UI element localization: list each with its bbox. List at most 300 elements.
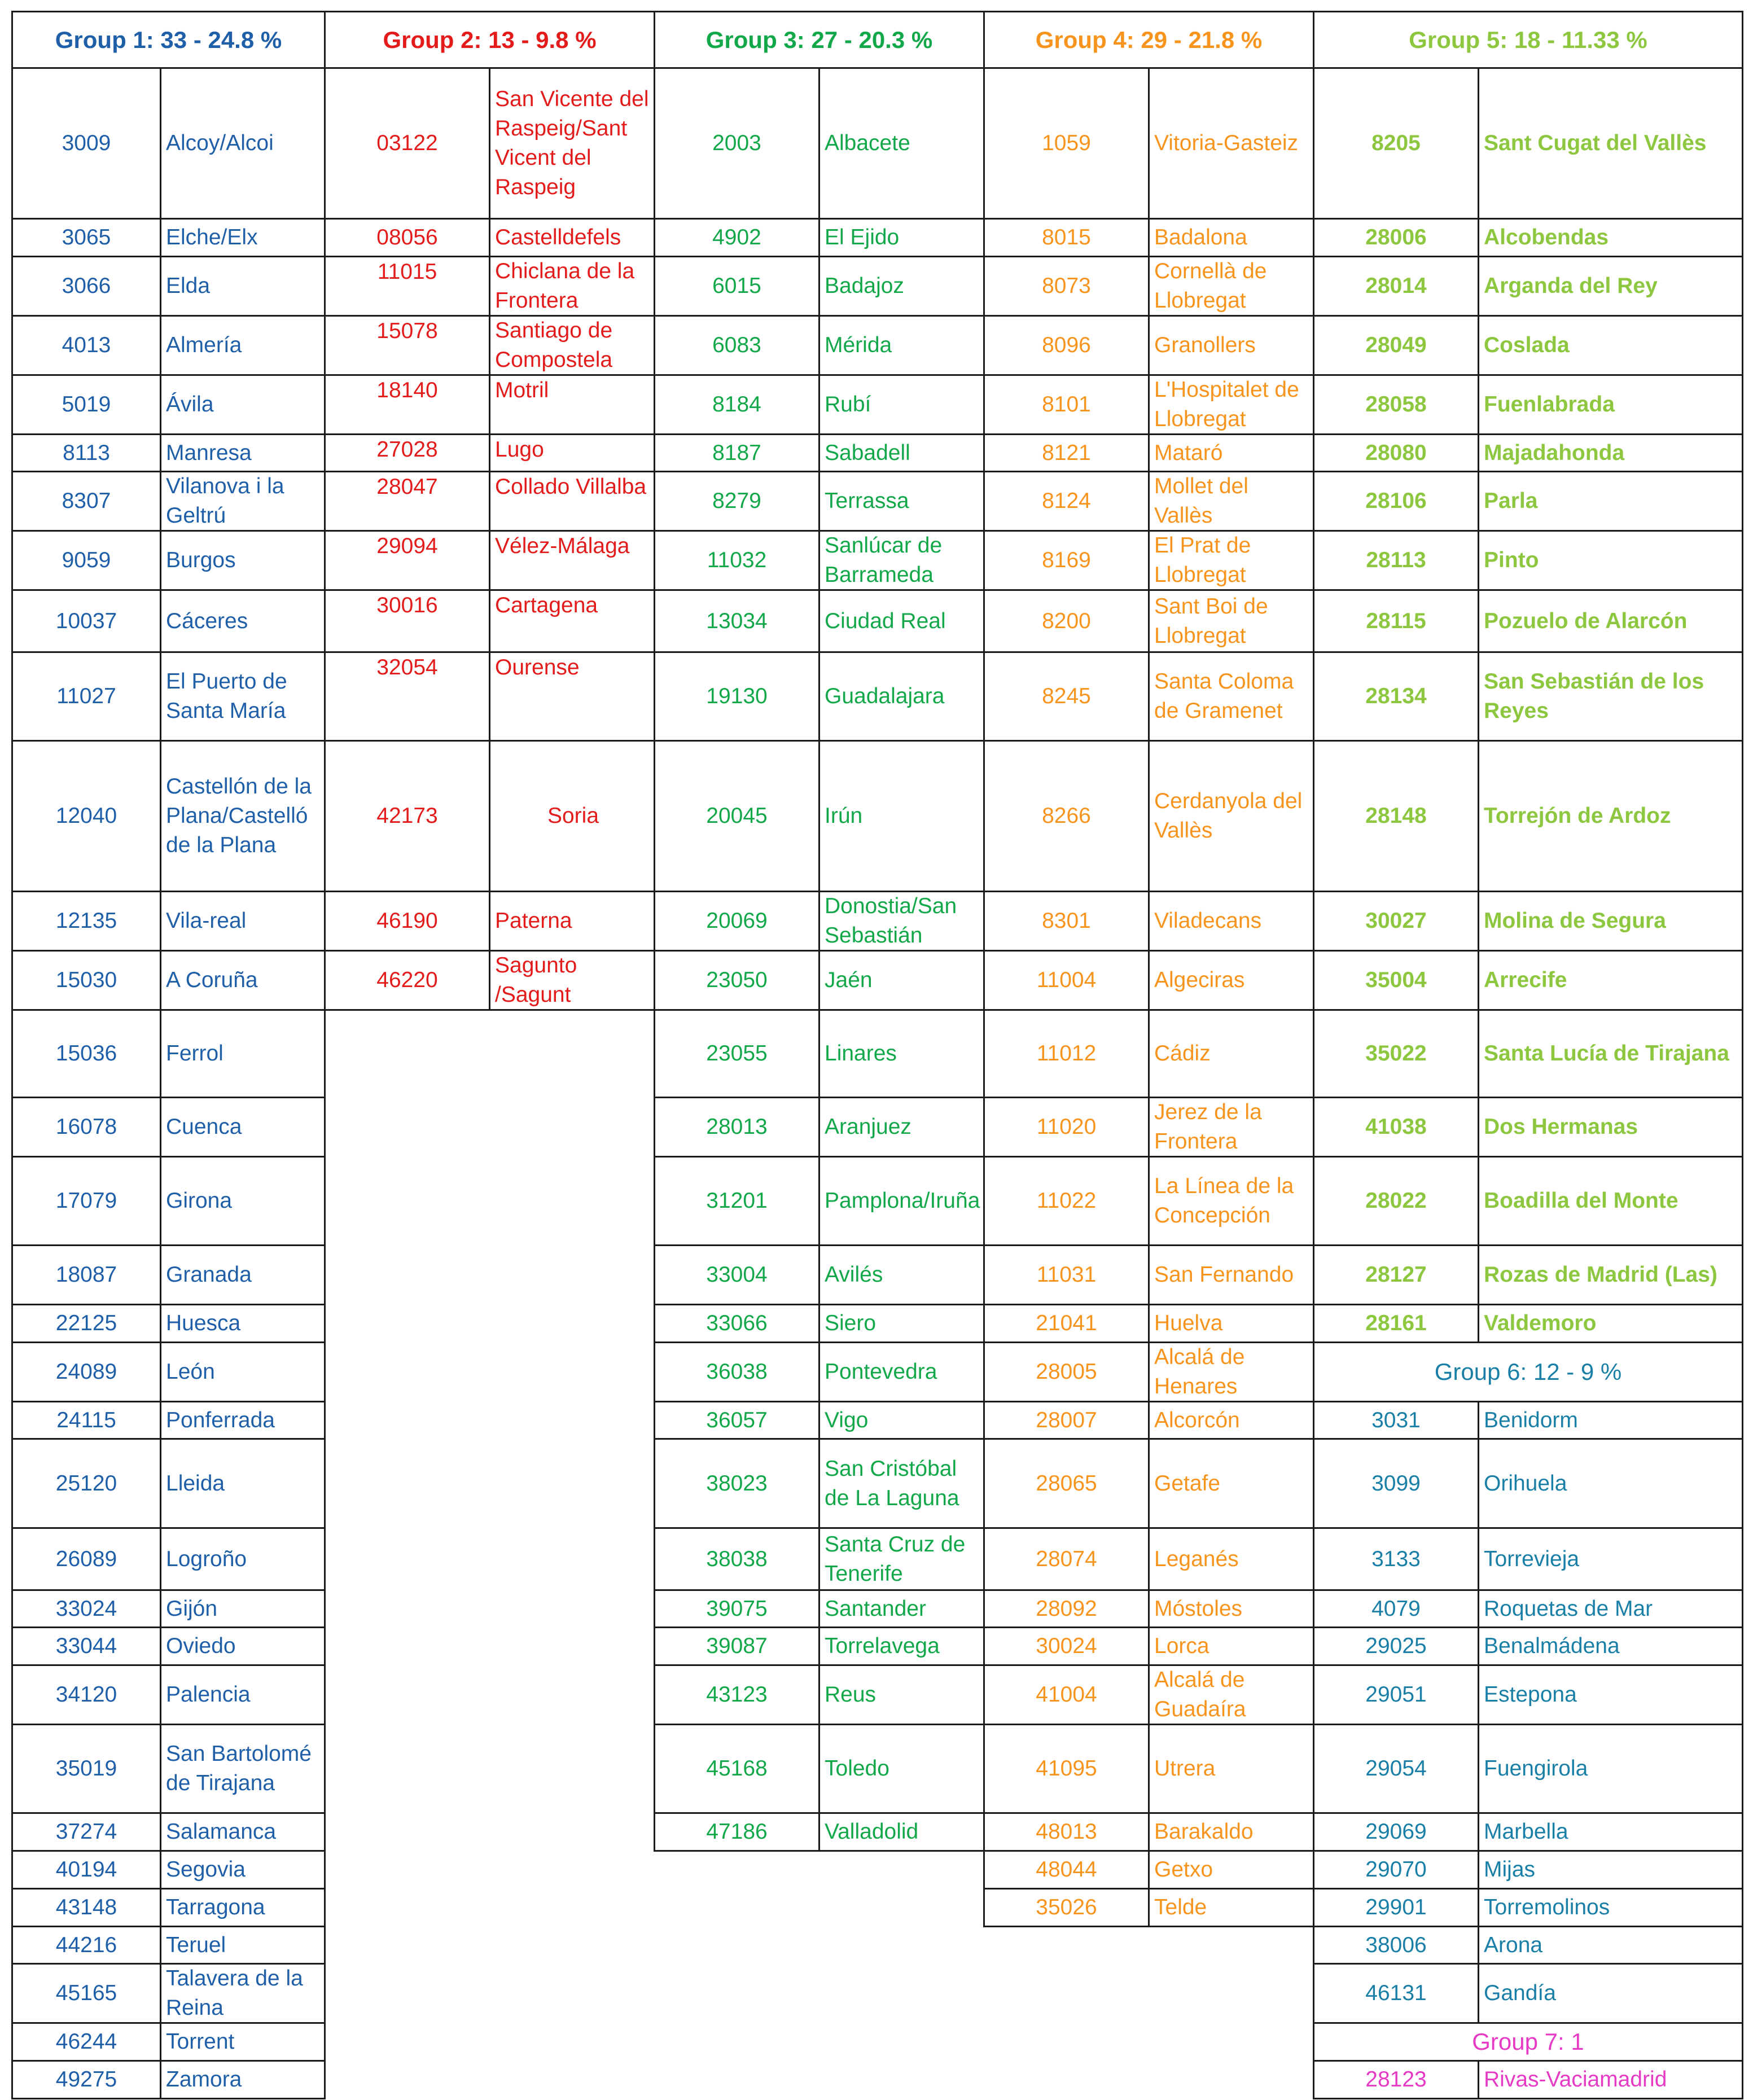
postal-code-cell-text: 8184 (712, 392, 761, 417)
postal-code-cell (1313, 1664, 1479, 1725)
city-name-cell-text: Ponferrada (166, 1408, 275, 1432)
postal-code-cell (983, 218, 1150, 257)
city-name-cell-text: Viladecans (1154, 909, 1262, 933)
city-name-cell (160, 1341, 326, 1402)
city-name-cell-text: Oviedo (166, 1634, 236, 1658)
city-name-cell-text: Santa Coloma de Gramenet (1154, 669, 1294, 723)
postal-code-cell (11, 530, 161, 591)
postal-code-cell-text: 16078 (55, 1115, 117, 1139)
group-1-header-text: Group 1: 33 - 24.8 % (55, 26, 282, 53)
city-name-cell-text: Alcobendas (1484, 225, 1609, 249)
city-name-cell (1478, 1009, 1743, 1098)
city-name-cell-text: Chiclana de la Frontera (495, 259, 635, 313)
postal-code-cell-text: 28134 (1365, 684, 1427, 708)
city-name-cell (160, 1304, 326, 1343)
postal-code-cell (983, 433, 1150, 472)
city-name-cell (160, 471, 326, 532)
city-name-cell-text: Alcalá de Guadaíra (1154, 1668, 1246, 1721)
postal-code-cell (654, 1589, 820, 1628)
postal-code-cell (654, 1401, 820, 1440)
postal-code-cell-text: 28014 (1365, 274, 1427, 298)
postal-code-cell-text: 8307 (62, 489, 111, 513)
postal-code-cell-text: 29025 (1365, 1634, 1427, 1658)
postal-code-cell (654, 950, 820, 1011)
city-name-cell (160, 651, 326, 742)
city-name-cell-text: Santander (825, 1596, 926, 1621)
postal-code-cell-text: 28007 (1036, 1408, 1097, 1432)
postal-code-cell-text: 11020 (1036, 1115, 1097, 1139)
postal-code-cell-text: 17079 (55, 1189, 117, 1213)
city-name-cell (1148, 589, 1314, 653)
city-name-cell-text: Dos Hermanas (1484, 1115, 1638, 1139)
postal-code-cell-text: 35026 (1036, 1895, 1097, 1919)
postal-code-cell-text: 22125 (55, 1311, 117, 1335)
postal-code-cell-text: 28092 (1036, 1596, 1097, 1621)
city-name-cell-text: Mérida (825, 333, 892, 357)
postal-code-cell (11, 1244, 161, 1305)
city-name-cell-text: Ourense (495, 655, 580, 679)
city-name-cell-text: Sant Cugat del Vallès (1484, 131, 1707, 155)
postal-code-cell-text: 8187 (712, 440, 761, 465)
city-name-cell (1478, 1438, 1743, 1529)
postal-code-cell (654, 740, 820, 892)
postal-code-cell-text: 29901 (1365, 1895, 1427, 1919)
group-6-header-text: Group 6: 12 - 9 % (1434, 1358, 1622, 1385)
postal-code-cell (11, 1156, 161, 1246)
city-name-cell-text: Vigo (825, 1408, 869, 1432)
postal-code-cell (1313, 374, 1479, 435)
city-name-cell (818, 315, 985, 376)
city-name-cell-text: Sagunto /Sagunt (495, 953, 577, 1007)
postal-code-cell (1313, 1812, 1479, 1852)
city-name-cell-text: Zamora (166, 2067, 242, 2092)
postal-code-cell-text: 28022 (1365, 1189, 1427, 1213)
city-name-cell (1148, 1341, 1314, 1402)
postal-code-cell-text: 4013 (62, 333, 111, 357)
postal-code-cell (983, 651, 1150, 742)
city-name-cell (160, 589, 326, 653)
city-name-cell-text: Pinto (1484, 548, 1539, 572)
postal-code-cell-text: 36057 (706, 1408, 768, 1432)
city-name-cell (818, 1527, 985, 1591)
city-name-cell (160, 1589, 326, 1628)
city-name-cell-text: Fuenlabrada (1484, 392, 1615, 417)
postal-code-cell-text: 30027 (1365, 909, 1427, 933)
city-name-cell (1478, 218, 1743, 257)
city-name-cell (1148, 1664, 1314, 1725)
city-name-cell (818, 1341, 985, 1402)
postal-code-cell-text: 11022 (1036, 1189, 1097, 1213)
city-name-cell (160, 433, 326, 472)
city-name-cell-text: Rubí (825, 392, 871, 417)
city-name-cell (160, 374, 326, 435)
city-name-cell (160, 1888, 326, 1927)
group-7-header-text: Group 7: 1 (1472, 2028, 1584, 2055)
postal-code-cell (324, 530, 490, 591)
city-name-cell (160, 218, 326, 257)
city-name-cell (160, 1850, 326, 1889)
city-name-cell-text: Huesca (166, 1311, 241, 1335)
city-name-cell-text: Jaén (825, 968, 873, 992)
city-name-cell (160, 1963, 326, 2024)
postal-code-cell (983, 950, 1150, 1011)
postal-code-cell (983, 1097, 1150, 1158)
postal-code-cell (654, 1341, 820, 1402)
city-name-cell (1478, 1527, 1743, 1591)
postal-code-cell (11, 740, 161, 892)
city-name-cell (1478, 589, 1743, 653)
city-name-cell (160, 256, 326, 317)
postal-code-cell-text: 48013 (1036, 1820, 1097, 1844)
postal-code-cell (11, 433, 161, 472)
postal-code-cell (11, 256, 161, 317)
group-5-header-text: Group 5: 18 - 11.33 % (1409, 26, 1647, 53)
postal-code-cell-text: 1059 (1042, 131, 1091, 155)
postal-code-cell (11, 1304, 161, 1343)
city-name-cell-text: Mijas (1484, 1857, 1536, 1882)
city-name-cell-text: Jerez de la Frontera (1154, 1100, 1262, 1154)
city-name-cell-text: Granollers (1154, 333, 1256, 357)
postal-code-cell-text: 6015 (712, 274, 761, 298)
postal-code-cell-text: 28013 (706, 1115, 768, 1139)
postal-code-cell-text: 46190 (376, 909, 438, 933)
city-name-cell (818, 589, 985, 653)
city-name-cell-text: Gandía (1484, 1981, 1556, 2005)
postal-code-cell-text: 4079 (1371, 1596, 1421, 1621)
group-5-header (1313, 11, 1743, 69)
postal-code-cell-text: 25120 (55, 1471, 117, 1496)
postal-code-cell (654, 1156, 820, 1246)
city-name-cell-text: Arganda del Rey (1484, 274, 1658, 298)
postal-code-cell (1313, 1401, 1479, 1440)
postal-code-cell-text: 8301 (1042, 909, 1091, 933)
city-name-cell-text: Benidorm (1484, 1408, 1578, 1432)
postal-code-cell-text: 8169 (1042, 548, 1091, 572)
postal-code-cell (1313, 1926, 1479, 1965)
postal-code-cell-text: 28123 (1365, 2067, 1427, 2092)
postal-code-cell (1313, 1304, 1479, 1343)
postal-code-cell (11, 1926, 161, 1965)
postal-code-cell-text: 34120 (55, 1682, 117, 1707)
postal-code-cell (1313, 1850, 1479, 1889)
postal-code-cell (983, 1401, 1150, 1440)
postal-code-cell-text: 31201 (706, 1189, 768, 1213)
postal-code-cell-text: 28127 (1365, 1262, 1427, 1287)
postal-code-cell-text: 8101 (1042, 392, 1091, 417)
city-name-cell-text: Orihuela (1484, 1471, 1567, 1496)
postal-code-cell (1313, 530, 1479, 591)
city-name-cell (1478, 1850, 1743, 1889)
postal-code-cell (983, 1527, 1150, 1591)
city-name-cell-text: El Ejido (825, 225, 900, 249)
city-name-cell (1478, 651, 1743, 742)
postal-code-cell (1313, 1156, 1479, 1246)
postal-code-cell (654, 433, 820, 472)
postal-code-cell (324, 891, 490, 952)
city-name-cell-text: Albacete (825, 131, 910, 155)
postal-code-cell-text: 48044 (1036, 1857, 1097, 1882)
postal-code-cell-text: 38023 (706, 1471, 768, 1496)
city-name-cell (1478, 1244, 1743, 1305)
postal-code-cell-text: 28074 (1036, 1546, 1097, 1571)
city-name-cell (1478, 740, 1743, 892)
postal-code-cell-text: 43148 (55, 1895, 117, 1919)
city-name-cell (160, 1724, 326, 1814)
postal-code-cell-text: 3009 (62, 131, 111, 155)
group-3-header-text: Group 3: 27 - 20.3 % (705, 26, 933, 53)
city-name-cell-text: Santa Lucía de Tirajana (1484, 1041, 1729, 1066)
city-name-cell (1478, 315, 1743, 376)
postal-code-cell-text: 15030 (55, 968, 117, 992)
postal-code-cell-text: 29070 (1365, 1857, 1427, 1882)
city-name-cell-text: Arrecife (1484, 968, 1567, 992)
postal-code-cell (1313, 891, 1479, 952)
city-name-cell-text: Guadalajara (825, 684, 945, 708)
city-name-cell (818, 1724, 985, 1814)
postal-code-cell (1313, 589, 1479, 653)
postal-code-cell-text: 30016 (376, 593, 438, 617)
postal-code-cell (654, 471, 820, 532)
city-name-cell (818, 433, 985, 472)
city-name-cell-text: Manresa (166, 440, 252, 465)
postal-code-cell-text: 08056 (376, 225, 438, 249)
city-name-cell (489, 891, 655, 952)
city-name-cell-text: Ferrol (166, 1041, 223, 1066)
postal-code-cell-text: 12135 (55, 909, 117, 933)
postal-code-cell-text: 8073 (1042, 274, 1091, 298)
postal-code-cell (983, 891, 1150, 952)
postal-code-cell (1313, 1244, 1479, 1305)
city-name-cell (160, 1664, 326, 1725)
city-name-cell-text: Getxo (1154, 1857, 1213, 1882)
city-name-cell (1148, 1401, 1314, 1440)
postal-code-cell (1313, 1589, 1479, 1628)
city-name-cell-text: Linares (825, 1041, 897, 1066)
postal-code-cell-text: 47186 (706, 1820, 768, 1844)
city-name-cell (489, 589, 655, 653)
city-name-cell (1148, 218, 1314, 257)
city-name-cell-text: Collado Villalba (495, 475, 647, 499)
city-name-cell-text: Santa Cruz de Tenerife (825, 1532, 966, 1586)
postal-code-cell (1313, 218, 1479, 257)
postal-code-cell (11, 1438, 161, 1529)
postal-code-cell-text: 11027 (56, 684, 116, 708)
city-name-cell (818, 530, 985, 591)
city-name-cell (160, 530, 326, 591)
postal-code-cell (983, 1626, 1150, 1666)
postal-code-cell (1313, 256, 1479, 317)
city-name-cell-text: Torrelavega (825, 1634, 940, 1658)
postal-code-cell (654, 1244, 820, 1305)
city-name-cell-text: Cuenca (166, 1115, 242, 1139)
city-name-cell-text: Irún (825, 804, 863, 828)
city-name-cell-text: Huelva (1154, 1311, 1223, 1335)
postal-code-cell-text: 3065 (62, 225, 111, 249)
postal-code-cell-text: 18140 (376, 378, 438, 402)
city-name-cell (1478, 433, 1743, 472)
postal-code-cell-text: 38006 (1365, 1932, 1427, 1957)
postal-code-cell-text: 46131 (1365, 1981, 1427, 2005)
city-name-cell-text: Vilanova i la Geltrú (166, 474, 284, 528)
city-name-cell (1478, 1401, 1743, 1440)
postal-code-cell (983, 315, 1150, 376)
city-name-cell-text: Lleida (166, 1471, 225, 1496)
postal-code-cell (11, 218, 161, 257)
city-name-cell (818, 1156, 985, 1246)
city-name-cell (1478, 1963, 1743, 2024)
postal-code-cell (324, 315, 490, 376)
city-name-cell-text: Talavera de la Reina (166, 1966, 303, 2020)
city-name-cell (818, 67, 985, 220)
postal-code-cell (983, 530, 1150, 591)
postal-code-cell-text: 11031 (1036, 1262, 1097, 1287)
city-name-cell (160, 1156, 326, 1246)
city-name-cell-text: Algeciras (1154, 968, 1245, 992)
city-name-cell-text: Toledo (825, 1756, 889, 1781)
postal-code-cell (11, 1401, 161, 1440)
city-name-cell-text: Almería (166, 333, 242, 357)
city-name-cell-text: Utrera (1154, 1756, 1216, 1781)
postal-code-cell (11, 1664, 161, 1725)
postal-code-cell (654, 1527, 820, 1591)
city-name-cell-text: El Puerto de Santa María (166, 669, 287, 723)
postal-code-cell-text: 44216 (55, 1932, 117, 1957)
postal-code-cell (983, 589, 1150, 653)
city-name-cell-text: San Sebastián de los Reyes (1484, 669, 1704, 723)
city-name-cell-text: Pontevedra (825, 1360, 937, 1384)
city-name-cell-text: Sanlúcar de Barrameda (825, 533, 943, 587)
postal-code-cell (983, 1888, 1150, 1927)
postal-code-cell-text: 29069 (1365, 1820, 1427, 1844)
postal-code-cell-text: 28148 (1365, 804, 1427, 828)
city-name-cell (160, 1527, 326, 1591)
city-name-cell-text: Castelldefels (495, 225, 621, 249)
postal-code-cell-text: 33044 (55, 1634, 117, 1658)
postal-code-cell-text: 8121 (1042, 440, 1091, 465)
group-6-header (1313, 1341, 1743, 1402)
postal-code-cell-text: 5019 (62, 392, 111, 417)
city-name-cell-text: Arona (1484, 1932, 1543, 1957)
postal-code-cell (1313, 740, 1479, 892)
postal-code-cell (983, 1664, 1150, 1725)
postal-code-cell-text: 8015 (1042, 225, 1091, 249)
postal-code-cell-text: 32054 (376, 655, 438, 679)
postal-code-cell (324, 256, 490, 317)
group-2-header-text: Group 2: 13 - 9.8 % (383, 26, 597, 53)
city-name-cell (1148, 1626, 1314, 1666)
postal-code-cell-text: 41095 (1036, 1756, 1097, 1781)
postal-code-cell (983, 1724, 1150, 1814)
city-name-cell (818, 1097, 985, 1158)
city-name-cell-text: Castellón de la Plana/Castelló de la Plana (166, 774, 312, 857)
postal-code-cell-text: 28058 (1365, 392, 1427, 417)
city-name-cell-text: Soria (547, 804, 599, 828)
postal-code-cell-text: 8205 (1371, 131, 1421, 155)
postal-code-cell (983, 1438, 1150, 1529)
postal-code-cell-text: 19130 (706, 684, 768, 708)
postal-code-cell (1313, 1963, 1479, 2024)
postal-code-cell (1313, 471, 1479, 532)
postal-code-cell (11, 651, 161, 742)
city-name-cell-text: San Fernando (1154, 1262, 1294, 1287)
city-name-cell (1478, 530, 1743, 591)
postal-code-cell (983, 1304, 1150, 1343)
city-name-cell-text: Barakaldo (1154, 1820, 1254, 1844)
city-name-cell-text: El Prat de Llobregat (1154, 533, 1251, 587)
city-name-cell (818, 471, 985, 532)
city-name-cell (818, 374, 985, 435)
city-name-cell-text: Alcorcón (1154, 1408, 1240, 1432)
group-4-header-text: Group 4: 29 - 21.8 % (1035, 26, 1263, 53)
group-3-header (654, 11, 985, 69)
postal-code-cell (324, 433, 490, 472)
postal-code-cell-text: 38038 (706, 1546, 768, 1571)
postal-code-cell-text: 8124 (1042, 489, 1091, 513)
postal-code-cell (983, 67, 1150, 220)
postal-code-cell-text: 28161 (1365, 1311, 1427, 1335)
city-name-cell (489, 950, 655, 1011)
city-name-cell-text: Motril (495, 378, 549, 402)
postal-code-cell-text: 28106 (1365, 489, 1427, 513)
city-name-cell-text: Ciudad Real (825, 608, 946, 633)
city-name-cell (1478, 1724, 1743, 1814)
group-2-header (324, 11, 655, 69)
city-name-cell (160, 67, 326, 220)
postal-code-cell (654, 374, 820, 435)
postal-code-cell-text: 24115 (56, 1408, 116, 1432)
city-name-cell (1148, 651, 1314, 742)
postal-code-cell-text: 28065 (1036, 1471, 1097, 1496)
postal-code-cell (11, 1888, 161, 1927)
postal-code-cell (1313, 2060, 1479, 2099)
postal-code-cell (11, 1527, 161, 1591)
city-name-cell-text: Granada (166, 1262, 252, 1287)
city-name-cell-text: Vila-real (166, 909, 247, 933)
city-name-cell (818, 891, 985, 952)
city-name-cell-text: Santiago de Compostela (495, 318, 613, 372)
city-name-cell (1148, 471, 1314, 532)
postal-code-cell (1313, 950, 1479, 1011)
postal-code-cell-text: 23055 (706, 1041, 768, 1066)
postal-code-cell (983, 1009, 1150, 1098)
city-name-cell (1478, 67, 1743, 220)
city-name-cell (489, 315, 655, 376)
city-name-cell (1478, 950, 1743, 1011)
postal-code-cell-text: 33004 (706, 1262, 768, 1287)
city-name-cell (160, 1812, 326, 1852)
city-name-cell (1148, 1009, 1314, 1098)
postal-code-cell (654, 256, 820, 317)
postal-code-cell-text: 28006 (1365, 225, 1427, 249)
city-name-cell-text: Tarragona (166, 1895, 265, 1919)
postal-code-cell (11, 950, 161, 1011)
postal-code-cell (1313, 67, 1479, 220)
postal-code-cell (324, 374, 490, 435)
postal-code-cell (654, 315, 820, 376)
city-name-cell (1478, 1664, 1743, 1725)
city-name-cell-text: Cerdanyola del Vallès (1154, 789, 1303, 843)
postal-code-cell-text: 2003 (712, 131, 761, 155)
postal-code-cell-text: 35004 (1365, 968, 1427, 992)
city-name-cell-text: Torrevieja (1484, 1546, 1580, 1571)
city-name-cell (818, 740, 985, 892)
city-name-cell (489, 471, 655, 532)
city-name-cell (489, 218, 655, 257)
city-name-cell-text: Ávila (166, 392, 214, 417)
postal-code-cell-text: 4902 (712, 225, 761, 249)
city-name-cell (1478, 1888, 1743, 1927)
postal-code-cell (324, 740, 490, 892)
